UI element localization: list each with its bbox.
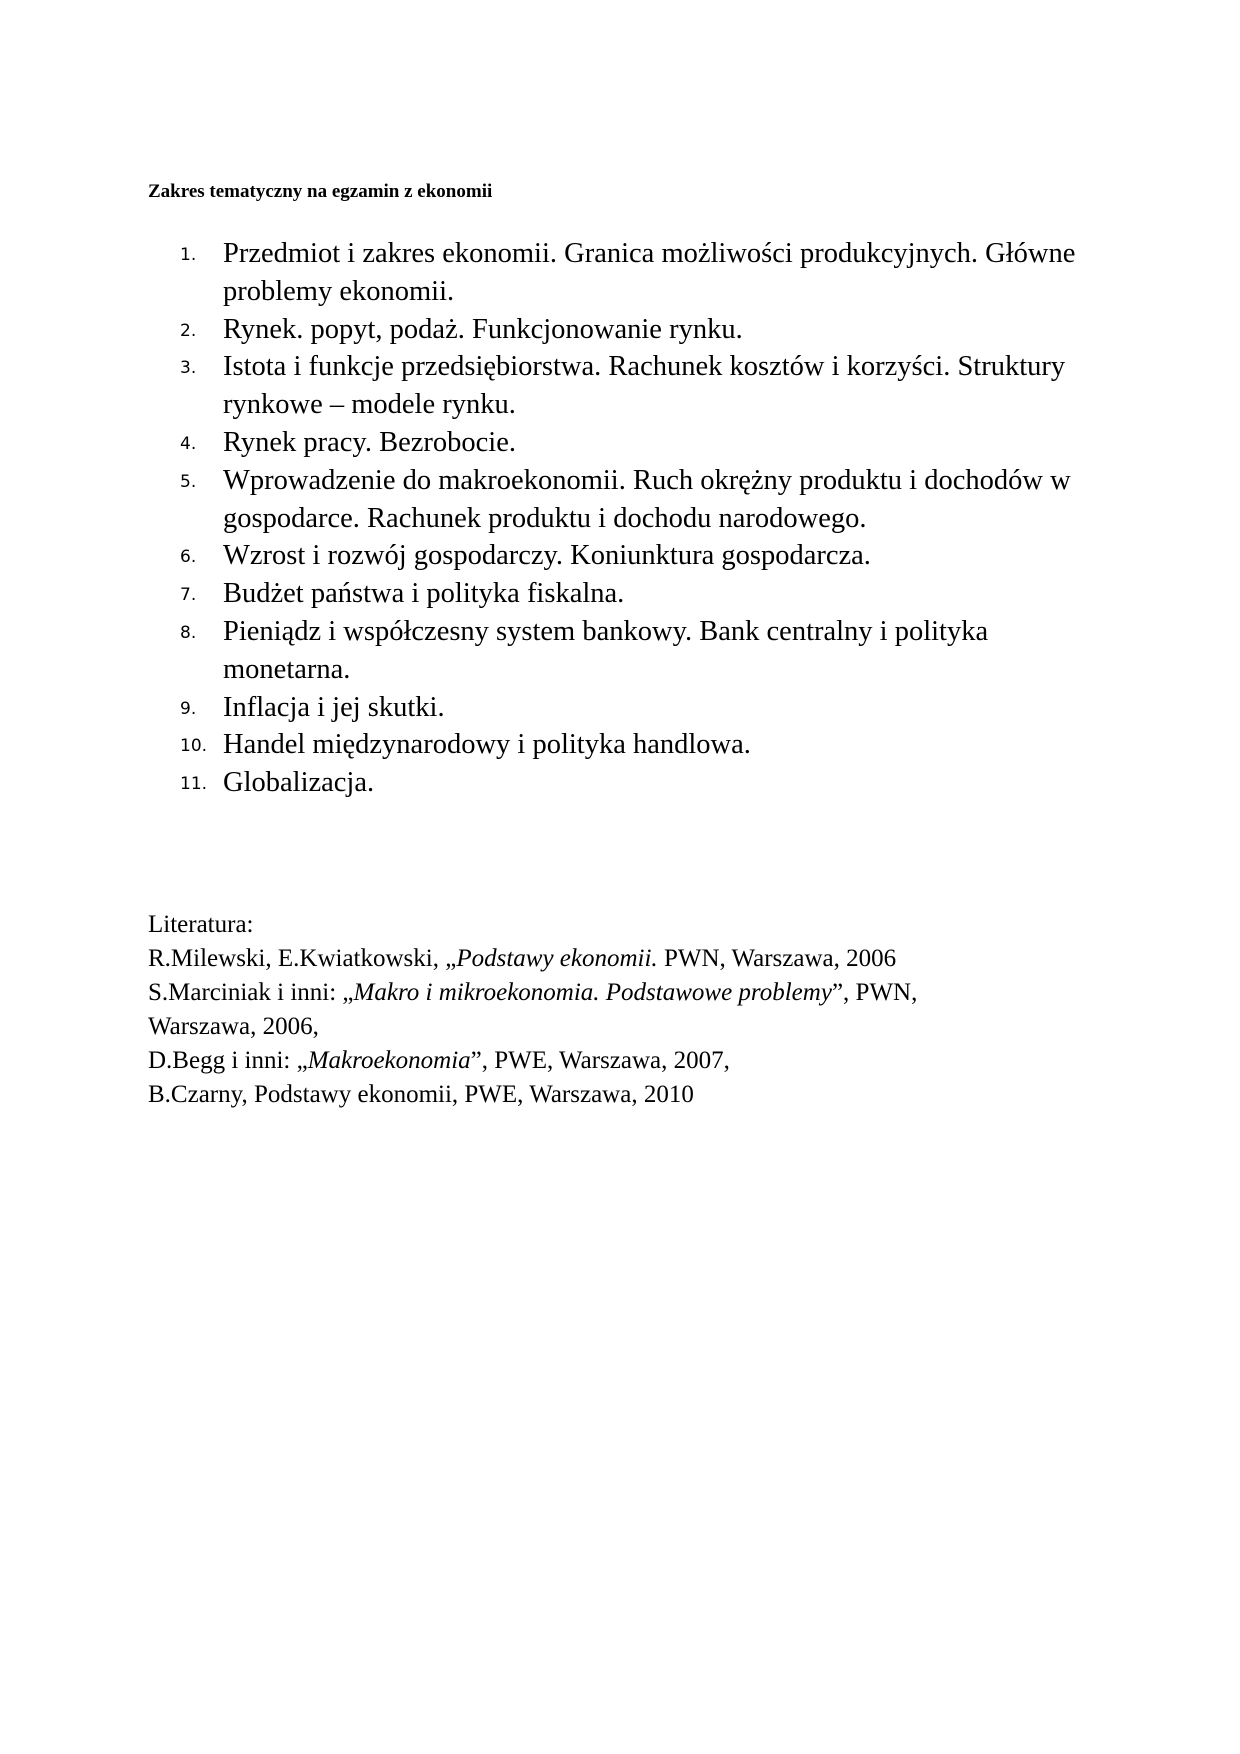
list-item-text: Budżet państwa i polityka fiskalna. [223,578,625,610]
reference-title: Podstawy ekonomii. [456,945,658,972]
literature-reference-2-continued: Warszawa, 2006, [148,1013,319,1040]
reference-title: Makroekonomia [307,1047,471,1074]
reference-publisher: PWN, Warszawa, 2006 [657,945,897,972]
list-item-number: 6. [180,547,197,568]
list-item [180,348,1100,424]
list-item-number: 5. [180,471,197,492]
topics-list [180,235,1100,802]
list-item-text: Wzrost i rozwój gospodarczy. Koniunktura gospodarcza. [223,540,871,572]
list-item [180,537,1100,575]
literature-section [148,908,1098,1112]
list-item-number: 10. [180,736,208,757]
list-item [180,575,1100,613]
list-item [180,726,1100,764]
reference-title: Makro i mikroekonomia. Podstawowe problemy [353,979,832,1006]
literature-reference-4: B.Czarny, Podstawy ekonomii, PWE, Warszawa, 2010 [148,1081,694,1108]
reference-authors: R.Milewski, E.Kwiatkowski, „ [148,945,457,972]
reference-authors: D.Begg i inni: „ [148,1047,308,1074]
list-item-number: 8. [180,622,197,643]
list-item-number: 2. [180,320,197,341]
list-item [180,462,1100,538]
list-item-text: Istota i funkcje przedsiębiorstwa. Rachunek kosztów i korzyści. Struktury rynkowe – modele rynku. [223,351,1066,421]
literature-reference-2 [148,976,1098,1010]
list-item-text: Globalizacja. [223,767,375,799]
list-item [180,235,1100,311]
reference-publisher: ”, PWE, Warszawa, 2007, [470,1047,730,1074]
list-item [180,424,1100,462]
list-item [180,764,1100,802]
list-item-number: 11. [180,774,208,795]
list-item-text: Wprowadzenie do makroekonomii. Ruch okrężny produktu i dochodów w gospodarce. Rachunek produktu i dochodu narodowego. [223,464,1071,534]
list-item-number: 1. [180,245,197,265]
reference-authors: S.Marciniak i inni: „ [148,979,354,1006]
literature-reference-1 [148,942,1098,976]
list-item-number: 9. [180,698,197,719]
document-title: Zakres tematyczny na egzamin z ekonomii [148,181,493,202]
literature-reference-3 [148,1044,1098,1078]
list-item-number: 3. [180,358,197,379]
list-item-text: Rynek pracy. Bezrobocie. [223,426,516,458]
list-item [180,689,1100,727]
list-item [180,613,1100,689]
list-item-number: 4. [180,433,197,454]
list-item-text: Handel międzynarodowy i polityka handlowa. [223,729,751,761]
list-item-text: Pieniądz i współczesny system bankowy. Bank centralny i polityka monetarna. [223,615,989,685]
list-item-text: Inflacja i jej skutki. [223,691,445,723]
list-item-text: Przedmiot i zakres ekonomii. Granica możliwości produkcyjnych. Główne problemy ekonomii. [223,238,1076,307]
literature-heading: Literatura: [148,911,254,938]
list-item [180,311,1100,349]
list-item-number: 7. [180,585,197,606]
list-item-text: Rynek. popyt, podaż. Funkcjonowanie rynku. [223,313,743,345]
reference-publisher: ”, PWN, [831,979,918,1006]
